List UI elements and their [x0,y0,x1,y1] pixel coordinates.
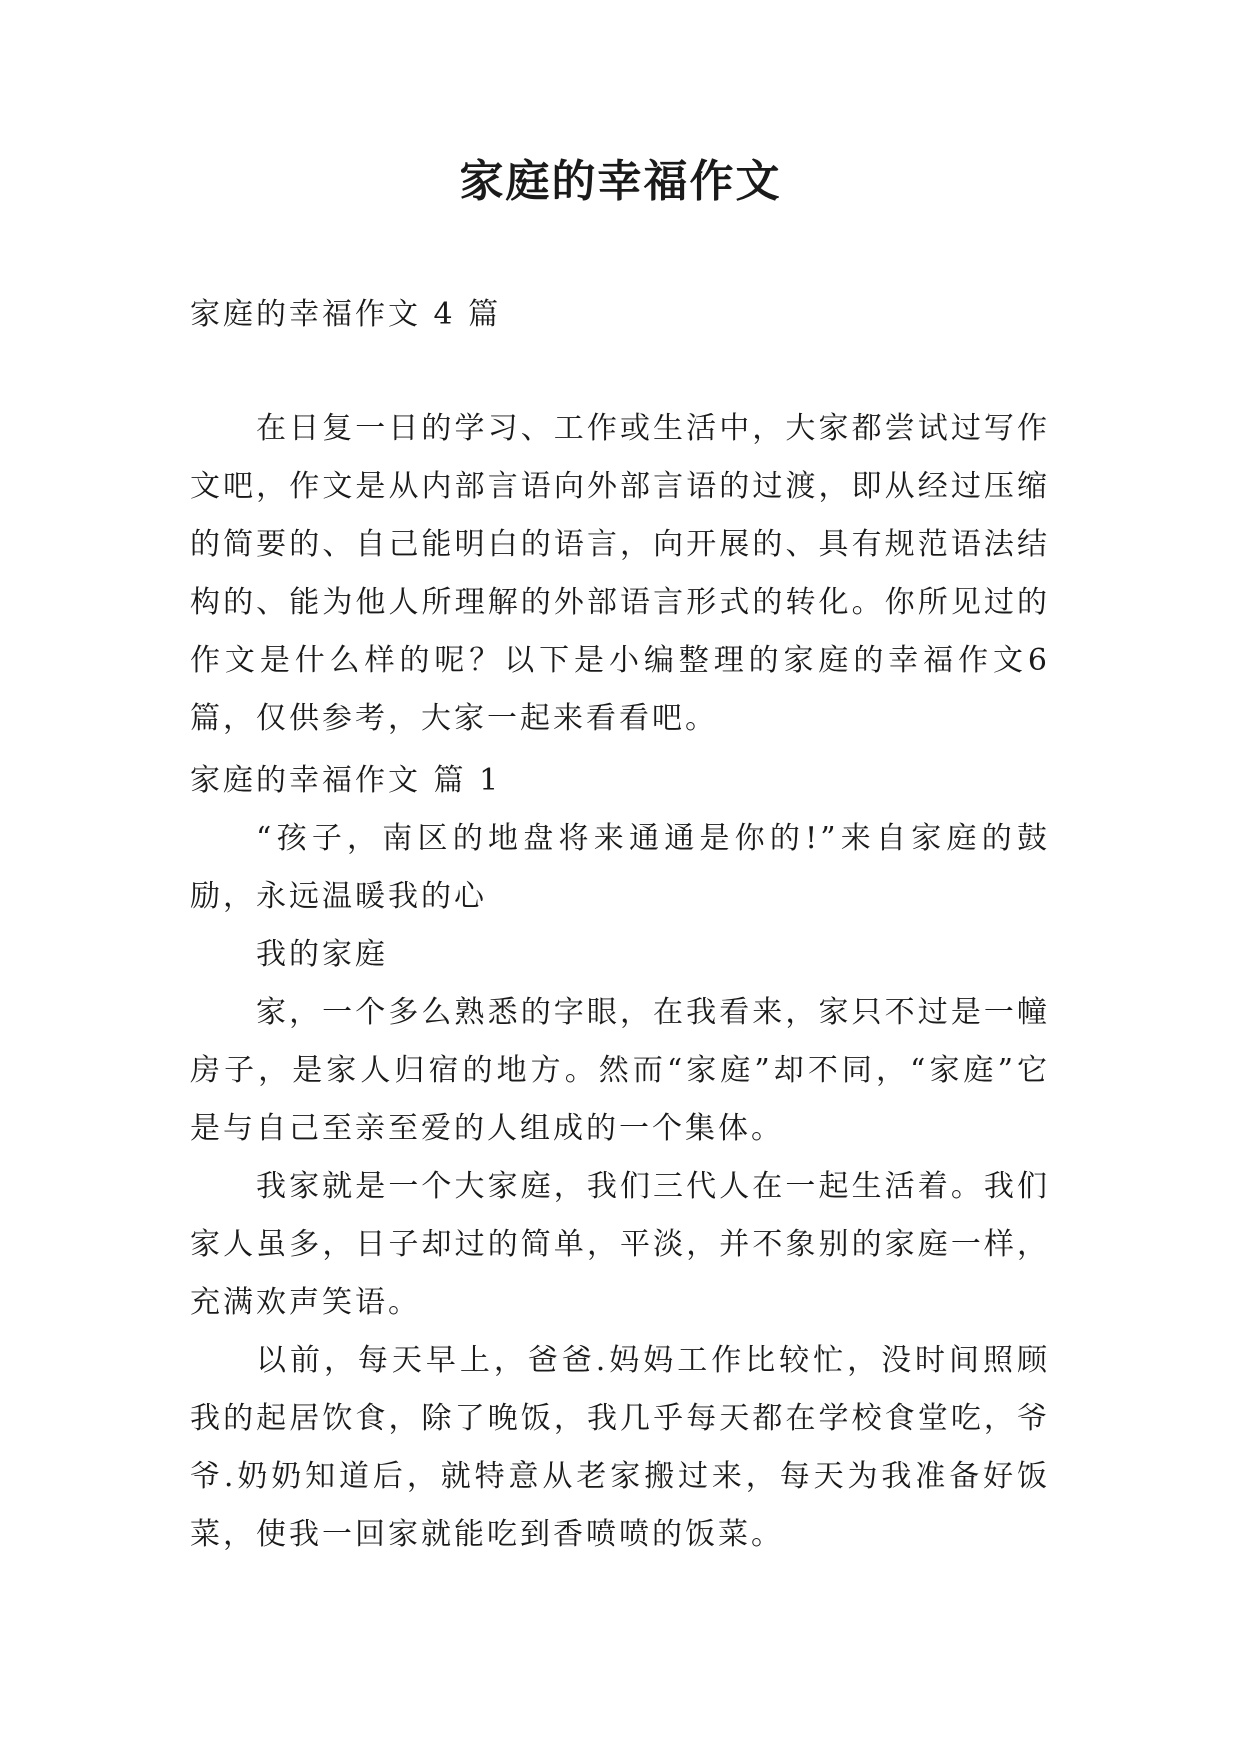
document-title: 家庭的幸福作文 [459,156,782,207]
intro-paragraph: 在日复一日的学习、工作或生活中，大家都尝试过写作文吧，作文是从内部言语向外部言语的过渡，即从经过压缩的简要的、自己能明白的语言，向开展的、具有规范语法结构的、能为他人所理解的外部语言形式的转化。你所见过的作文是什么样的呢？以下是小编整理的家庭的幸福作文6篇，仅供参考，大家一起来看看吧。 [190,411,1050,736]
document-subtitle: 家庭的幸福作文 4 篇 [190,297,502,332]
section-1-heading: 家庭的幸福作文 篇 1 [190,763,502,798]
family-paragraph-3: 以前，每天早上，爸爸.妈妈工作比较忙，没时间照顾我的起居饮食，除了晚饭，我几乎每天都在学校食堂吃，爷爷.奶奶知道后，就特意从老家搬过来，每天为我准备好饭菜，使我一回家就能吃到香喷喷的饭菜。 [190,1343,1050,1552]
quote-paragraph: “孩子，南区的地盘将来通通是你的!”来自家庭的鼓励，永远温暖我的心 [190,821,1050,914]
home-heading: 我的家庭 [256,937,388,972]
family-paragraph-2: 我家就是一个大家庭，我们三代人在一起生活着。我们家人虽多，日子却过的简单，平淡，并不象别的家庭一样，充满欢声笑语。 [190,1169,1050,1320]
family-paragraph-1: 家，一个多么熟悉的字眼，在我看来，家只不过是一幢房子，是家人归宿的地方。然而“家庭”却不同，“家庭”它是与自己至亲至爱的人组成的一个集体。 [190,995,1050,1146]
